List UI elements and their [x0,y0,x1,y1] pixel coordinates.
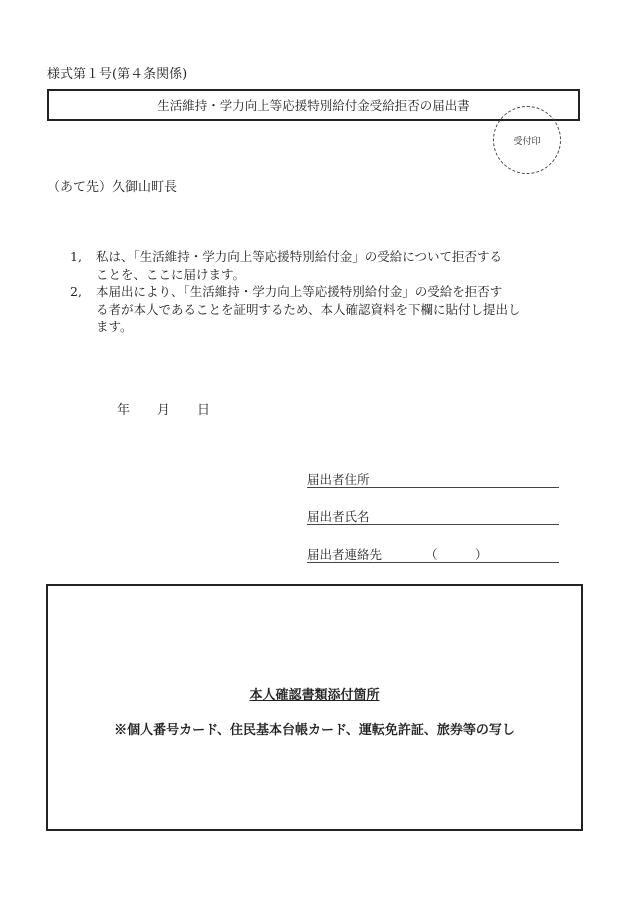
applicant-name-field[interactable] [307,503,559,525]
clause-text-line: る者が本人であることを証明するため、本人確認資料を下欄に貼付し提出し [96,301,521,317]
applicant-address-label: 届出者住所 [307,472,370,487]
addressee: （あて先）久御山町長 [47,180,178,195]
applicant-contact-field[interactable] [307,541,559,563]
clause-2 [70,283,540,336]
attachment-title: 本人確認書類添付箇所 [249,688,380,703]
clause-text-line: ことを、ここに届けます。 [96,266,246,282]
applicant-address-field[interactable] [307,466,559,488]
date-line [117,399,210,418]
clause-1 [70,248,540,283]
reception-stamp-label: 受付印 [513,136,541,147]
date-year-label: 年 [117,403,131,418]
clause-number: 2, [70,284,82,299]
clause-number: 1, [70,249,82,264]
reception-stamp-circle [493,106,561,174]
document-title: 生活維持・学力向上等応援特別給付金受給拒否の届出書 [157,98,470,113]
attachment-note: ※個人番号カード、住民基本台帳カード、運転免許証、旅券等の写し [114,723,515,738]
id-document-attachment-area [46,584,583,831]
applicant-contact-label: 届出者連絡先 [307,547,383,562]
date-month-label: 月 [157,403,171,418]
applicant-name-label: 届出者氏名 [307,509,370,524]
clause-text-line: 私は、「生活維持・学力向上等応援特別給付金」の受給について拒否する [96,249,503,264]
declaration-clauses [70,248,540,336]
clause-text-line: ます。 [96,319,133,334]
form-number: 様式第１号(第４条関係) [47,67,188,82]
contact-parentheses: （ ） [425,547,488,562]
clause-text-line: 本届出により、「生活維持・学力向上等応援特別給付金」の受給を拒否す [96,284,503,299]
date-day-label: 日 [197,403,211,418]
document-title-box [47,89,580,121]
